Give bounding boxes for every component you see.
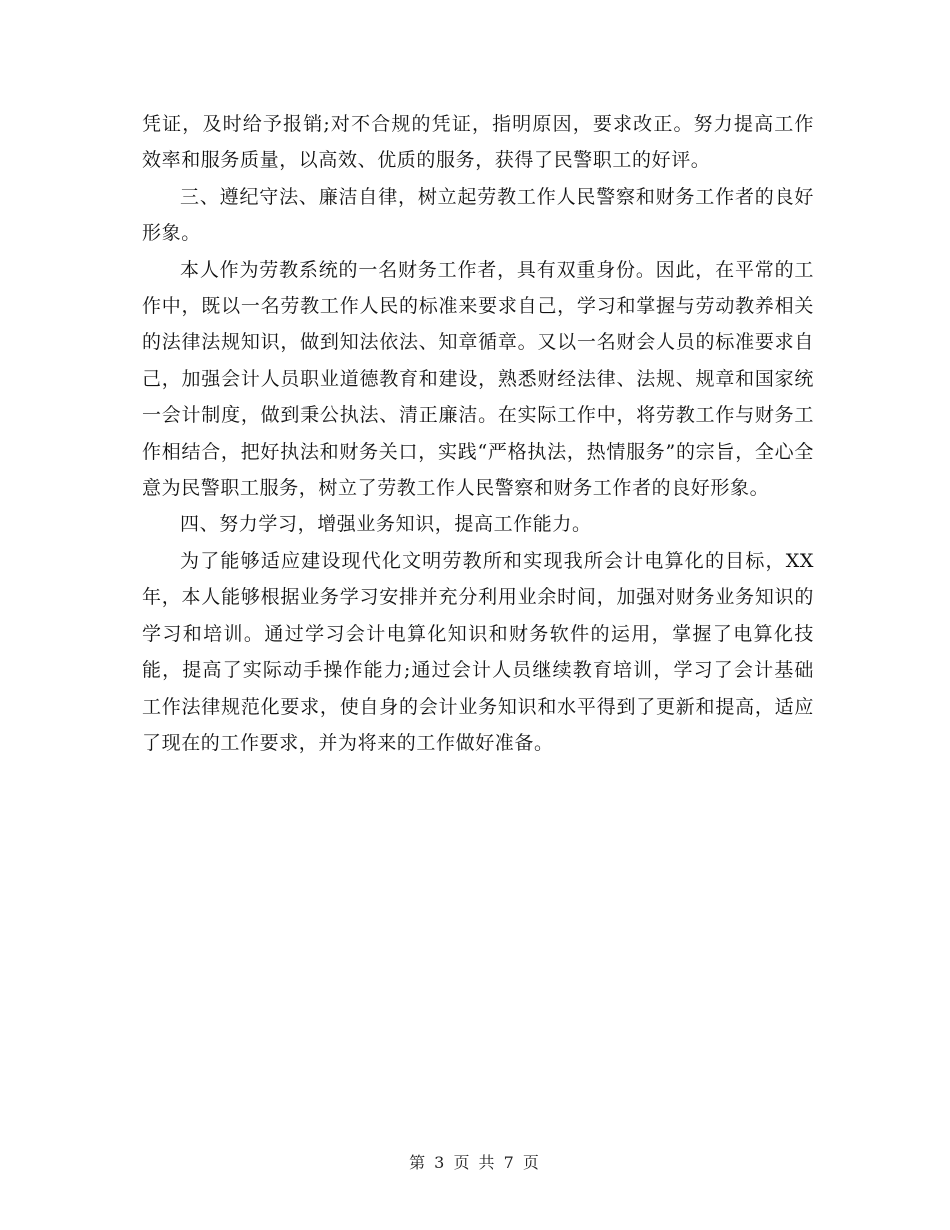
paragraph-5: 为了能够适应建设现代化文明劳教所和实现我所会计电算化的目标，XX年，本人能够根据业务学习安排并充分利用业余时间，加强对财务业务知识的学习和培训。通过学习会计电算化知识和财务软件的运用，掌握了电算化技能，提高了实际动手操作能力;通过会计人员继续教育培训，学习了会计基础工作法律规范化要求，使自身的会计业务知识和水平得到了更新和提高，适应了现在的工作要求，并为将来的工作做好准备。 <box>142 549 814 754</box>
document-body <box>142 106 814 761</box>
paragraph-3: 本人作为劳教系统的一名财务工作者，具有双重身份。因此，在平常的工作中，既以一名劳教工作人民的标准来要求自己，学习和掌握与劳动教养相关的法律法规知识，做到知法依法、知章循章。又以一名财会人员的标准要求自己，加强会计人员职业道德教育和建设，熟悉财经法律、法规、规章和国家统一会计制度，做到秉公执法、清正廉洁。在实际工作中，将劳教工作与财务工作相结合，把好执法和财务关口，实践“严格执法，热情服务”的宗旨，全心全意为民警职工服务，树立了劳教工作人民警察和财务工作者的良好形象。 <box>142 258 814 500</box>
paragraph-2-heading: 三、遵纪守法、廉洁自律，树立起劳教工作人民警察和财务工作者的良好形象。 <box>142 185 814 245</box>
paragraph-1: 凭证，及时给予报销;对不合规的凭证，指明原因，要求改正。努力提高工作效率和服务质量，以高效、优质的服务，获得了民警职工的好评。 <box>142 113 814 172</box>
page-number-footer: 第 3 页 共 7 页 <box>409 1153 541 1172</box>
paragraph-4-heading: 四、努力学习，增强业务知识，提高工作能力。 <box>180 513 592 536</box>
